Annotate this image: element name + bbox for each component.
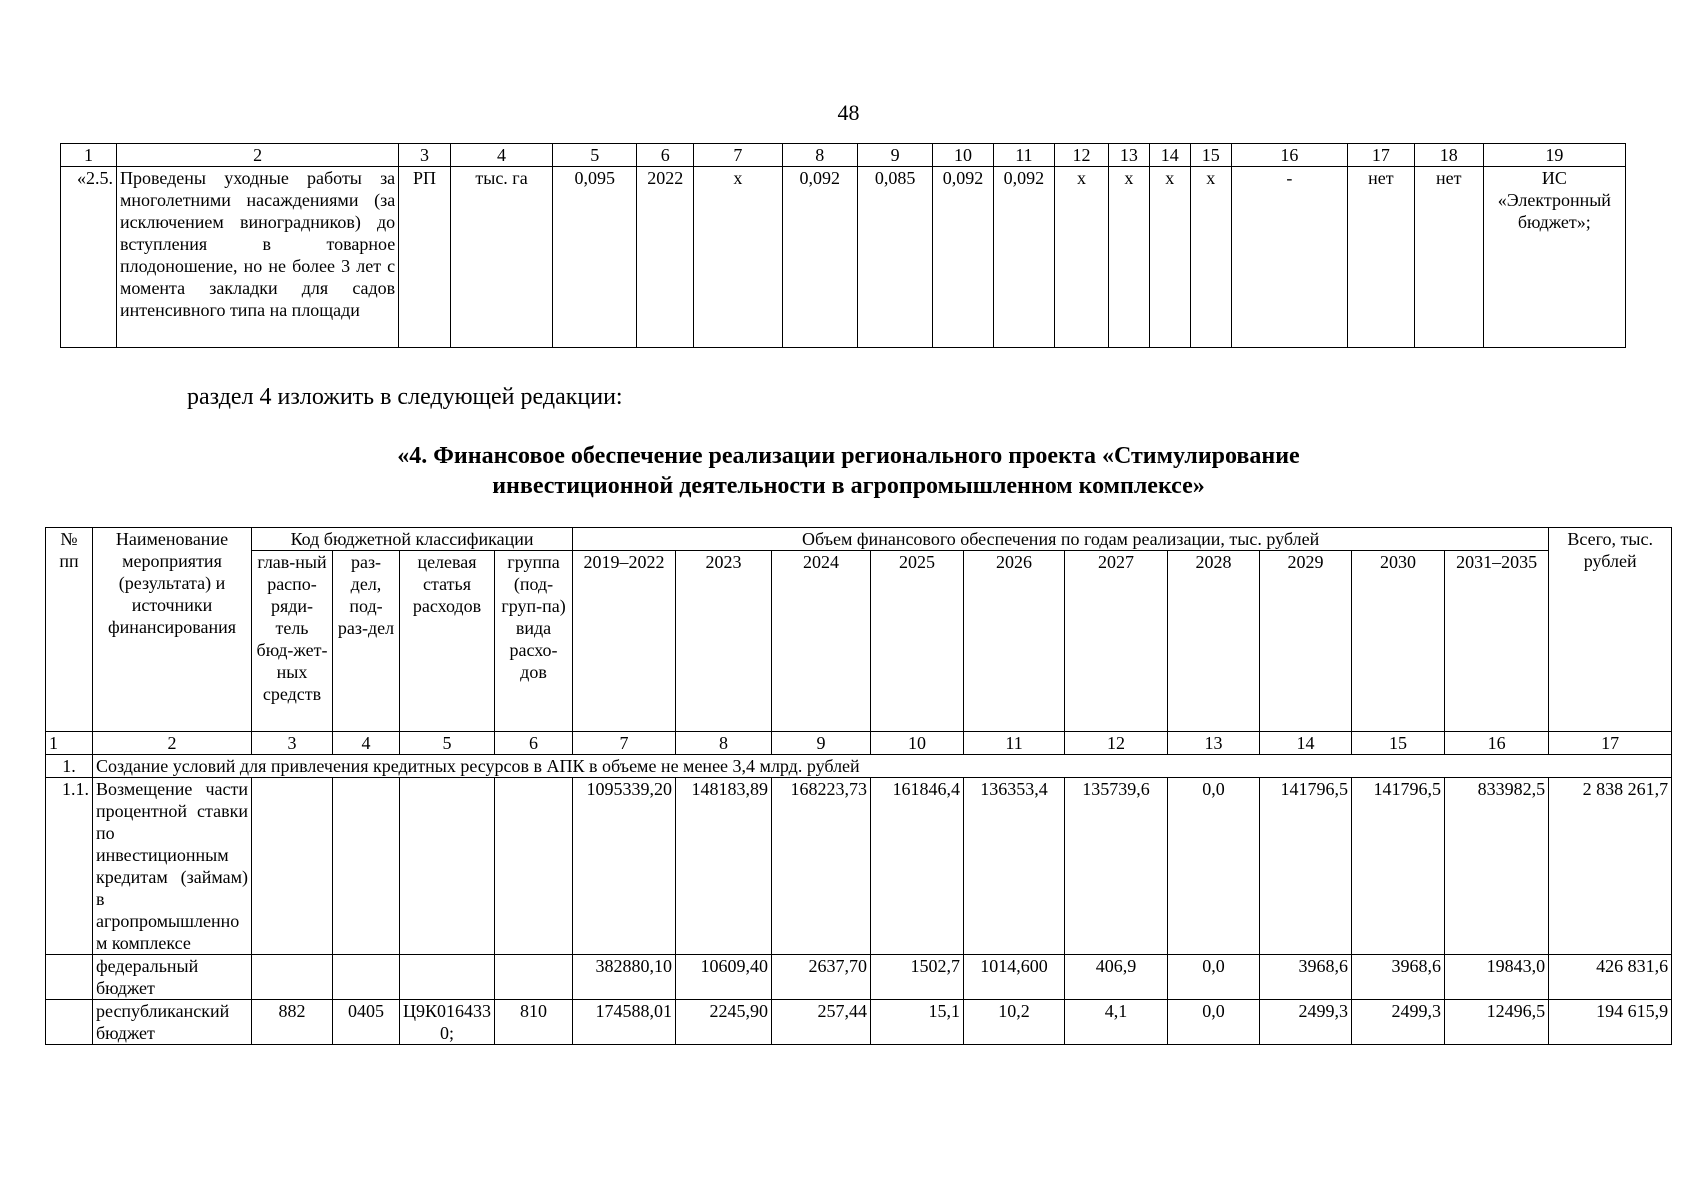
header-no: № пп [46, 528, 93, 732]
top-table-row [61, 167, 1626, 348]
year-value: 1502,7 [871, 955, 964, 1000]
section-title-line1: «4. Финансовое обеспечение реализации регионального проекта «Стимулирование [397, 443, 1300, 469]
top-header-cell: 5 [553, 144, 637, 167]
year-value: 141796,5 [1352, 778, 1445, 955]
funding-source: федеральный бюджет [93, 955, 252, 1000]
year-value: 141796,5 [1260, 778, 1352, 955]
col-number: 11 [964, 732, 1065, 755]
total-value: 2 838 261,7 [1549, 778, 1672, 955]
top-header-cell: 2 [117, 144, 399, 167]
chief-administrator-code [252, 955, 333, 1000]
cell-value: нет [1347, 167, 1414, 348]
header-year: 2024 [772, 551, 871, 732]
top-header-cell: 11 [993, 144, 1054, 167]
header-year: 2023 [676, 551, 772, 732]
fin-column-numbers-row [46, 732, 1672, 755]
year-value: 4,1 [1065, 1000, 1168, 1045]
header-year: 2028 [1168, 551, 1260, 732]
financing-table [45, 527, 1672, 1045]
col-number: 10 [871, 732, 964, 755]
year-value: 2499,3 [1260, 1000, 1352, 1045]
chief-administrator-code [252, 778, 333, 955]
top-header-cell: 18 [1414, 144, 1483, 167]
target-article-code: Ц9К0164330; [400, 1000, 495, 1045]
header-name: Наименование мероприятия (результата) и источники финансирования [93, 528, 252, 732]
top-header-cell: 3 [399, 144, 451, 167]
top-table-header-row [61, 144, 1626, 167]
col-number: 14 [1260, 732, 1352, 755]
top-header-cell: 4 [450, 144, 552, 167]
funding-source: республиканский бюджет [93, 1000, 252, 1045]
year-value: 0,0 [1168, 1000, 1260, 1045]
section-code [333, 955, 400, 1000]
header-section: раз-дел, под-раз-дел [333, 551, 400, 732]
section-title-line2: инвестиционной деятельности в агропромышленном комплексе» [492, 473, 1205, 499]
header-year: 2019–2022 [573, 551, 676, 732]
cell-value: х [694, 167, 782, 348]
expense-group-code [495, 778, 573, 955]
header-target-article: целевая статья расходов [400, 551, 495, 732]
row-number [46, 1000, 93, 1045]
top-header-cell: 7 [694, 144, 782, 167]
top-header-cell: 12 [1055, 144, 1109, 167]
row-number: 1.1. [46, 778, 93, 955]
cell-value: х [1190, 167, 1231, 348]
header-chief-administrator: глав-ный распо-ряди-тель бюд-жет-ных средств [252, 551, 333, 732]
year-value: 168223,73 [772, 778, 871, 955]
chief-administrator-code: 882 [252, 1000, 333, 1045]
table-row [46, 955, 1672, 1000]
year-value: 174588,01 [573, 1000, 676, 1045]
target-article-code [400, 955, 495, 1000]
col-number: 12 [1065, 732, 1168, 755]
year-value: 3968,6 [1260, 955, 1352, 1000]
top-header-cell: 17 [1347, 144, 1414, 167]
year-value: 161846,4 [871, 778, 964, 955]
header-year: 2026 [964, 551, 1065, 732]
cell-value: 2022 [637, 167, 694, 348]
col-number: 17 [1549, 732, 1672, 755]
top-header-cell: 1 [61, 144, 117, 167]
year-value: 0,0 [1168, 778, 1260, 955]
year-value: 382880,10 [573, 955, 676, 1000]
header-total: Всего, тыс. рублей [1549, 528, 1672, 732]
cell-value: х [1108, 167, 1149, 348]
year-value: 3968,6 [1352, 955, 1445, 1000]
cell-value: 0,095 [553, 167, 637, 348]
table-row [46, 778, 1672, 955]
row-number: «2.5. [61, 167, 117, 348]
page-number: 48 [837, 100, 860, 125]
year-value: 2637,70 [772, 955, 871, 1000]
year-value: 1095339,20 [573, 778, 676, 955]
year-value: 148183,89 [676, 778, 772, 955]
col-number: 5 [400, 732, 495, 755]
cell-value: нет [1414, 167, 1483, 348]
info-system: ИС «Электронный бюджет»; [1483, 167, 1625, 348]
col-number: 16 [1445, 732, 1549, 755]
top-header-cell: 19 [1483, 144, 1625, 167]
col-number: 7 [573, 732, 676, 755]
section-title [0, 441, 1697, 501]
col-number: 4 [333, 732, 400, 755]
top-header-cell: 8 [782, 144, 857, 167]
col-number: 2 [93, 732, 252, 755]
fin-header-row-2 [46, 551, 1672, 732]
header-volume: Объем финансового обеспечения по годам реализации, тыс. рублей [573, 528, 1549, 551]
col-number: 3 [252, 732, 333, 755]
fin-header-row-1 [46, 528, 1672, 551]
col-number: 9 [772, 732, 871, 755]
section-row [46, 755, 1672, 778]
year-value: 12496,5 [1445, 1000, 1549, 1045]
expense-group-code [495, 955, 573, 1000]
col-number: 1 [46, 732, 93, 755]
top-header-cell: 16 [1231, 144, 1347, 167]
top-header-cell: 10 [933, 144, 993, 167]
year-value: 10609,40 [676, 955, 772, 1000]
year-value: 136353,4 [964, 778, 1065, 955]
expense-group-code: 810 [495, 1000, 573, 1045]
col-number: 13 [1168, 732, 1260, 755]
cell-value: 0,085 [857, 167, 932, 348]
section-text: Создание условий для привлечения кредитных ресурсов в АПК в объеме не менее 3,4 млрд. рублей [93, 755, 1672, 778]
cell-value: тыс. га [450, 167, 552, 348]
cell-value: 0,092 [993, 167, 1054, 348]
total-value: 194 615,9 [1549, 1000, 1672, 1045]
col-number: 6 [495, 732, 573, 755]
top-header-cell: 14 [1149, 144, 1190, 167]
col-number: 8 [676, 732, 772, 755]
year-value: 2245,90 [676, 1000, 772, 1045]
cell-value: 0,092 [933, 167, 993, 348]
measure-name: Возмещение части процентной ставки по инвестиционным кредитам (займам) в агропромышленном комплексе [93, 778, 252, 955]
col-number: 15 [1352, 732, 1445, 755]
year-value: 135739,6 [1065, 778, 1168, 955]
section-code: 0405 [333, 1000, 400, 1045]
instruction-text: раздел 4 изложить в следующей редакции: [187, 384, 623, 410]
year-value: 15,1 [871, 1000, 964, 1045]
section-number: 1. [46, 755, 93, 778]
year-value: 19843,0 [1445, 955, 1549, 1000]
total-value: 426 831,6 [1549, 955, 1672, 1000]
cell-value: - [1231, 167, 1347, 348]
top-header-cell: 9 [857, 144, 932, 167]
target-article-code [400, 778, 495, 955]
header-year: 2031–2035 [1445, 551, 1549, 732]
header-budget-code: Код бюджетной классификации [252, 528, 573, 551]
table-row [46, 1000, 1672, 1045]
year-value: 2499,3 [1352, 1000, 1445, 1045]
cell-value: х [1055, 167, 1109, 348]
year-value: 0,0 [1168, 955, 1260, 1000]
header-year: 2027 [1065, 551, 1168, 732]
top-header-cell: 6 [637, 144, 694, 167]
cell-value: х [1149, 167, 1190, 348]
top-header-cell: 13 [1108, 144, 1149, 167]
row-number [46, 955, 93, 1000]
header-year: 2030 [1352, 551, 1445, 732]
section-code [333, 778, 400, 955]
top-header-cell: 15 [1190, 144, 1231, 167]
header-expense-group: группа (под-груп-па) вида расхо-дов [495, 551, 573, 732]
header-year: 2029 [1260, 551, 1352, 732]
year-value: 10,2 [964, 1000, 1065, 1045]
top-table [60, 143, 1626, 348]
cell-value: РП [399, 167, 451, 348]
year-value: 406,9 [1065, 955, 1168, 1000]
header-year: 2025 [871, 551, 964, 732]
result-description: Проведены уходные работы за многолетними насаждениями (за исключением виноградников) до вступления в товарное плодоношение, но не более 3 лет с момента закладки для садов интенсивного типа на площади [117, 167, 399, 348]
cell-value: 0,092 [782, 167, 857, 348]
year-value: 1014,600 [964, 955, 1065, 1000]
year-value: 833982,5 [1445, 778, 1549, 955]
year-value: 257,44 [772, 1000, 871, 1045]
